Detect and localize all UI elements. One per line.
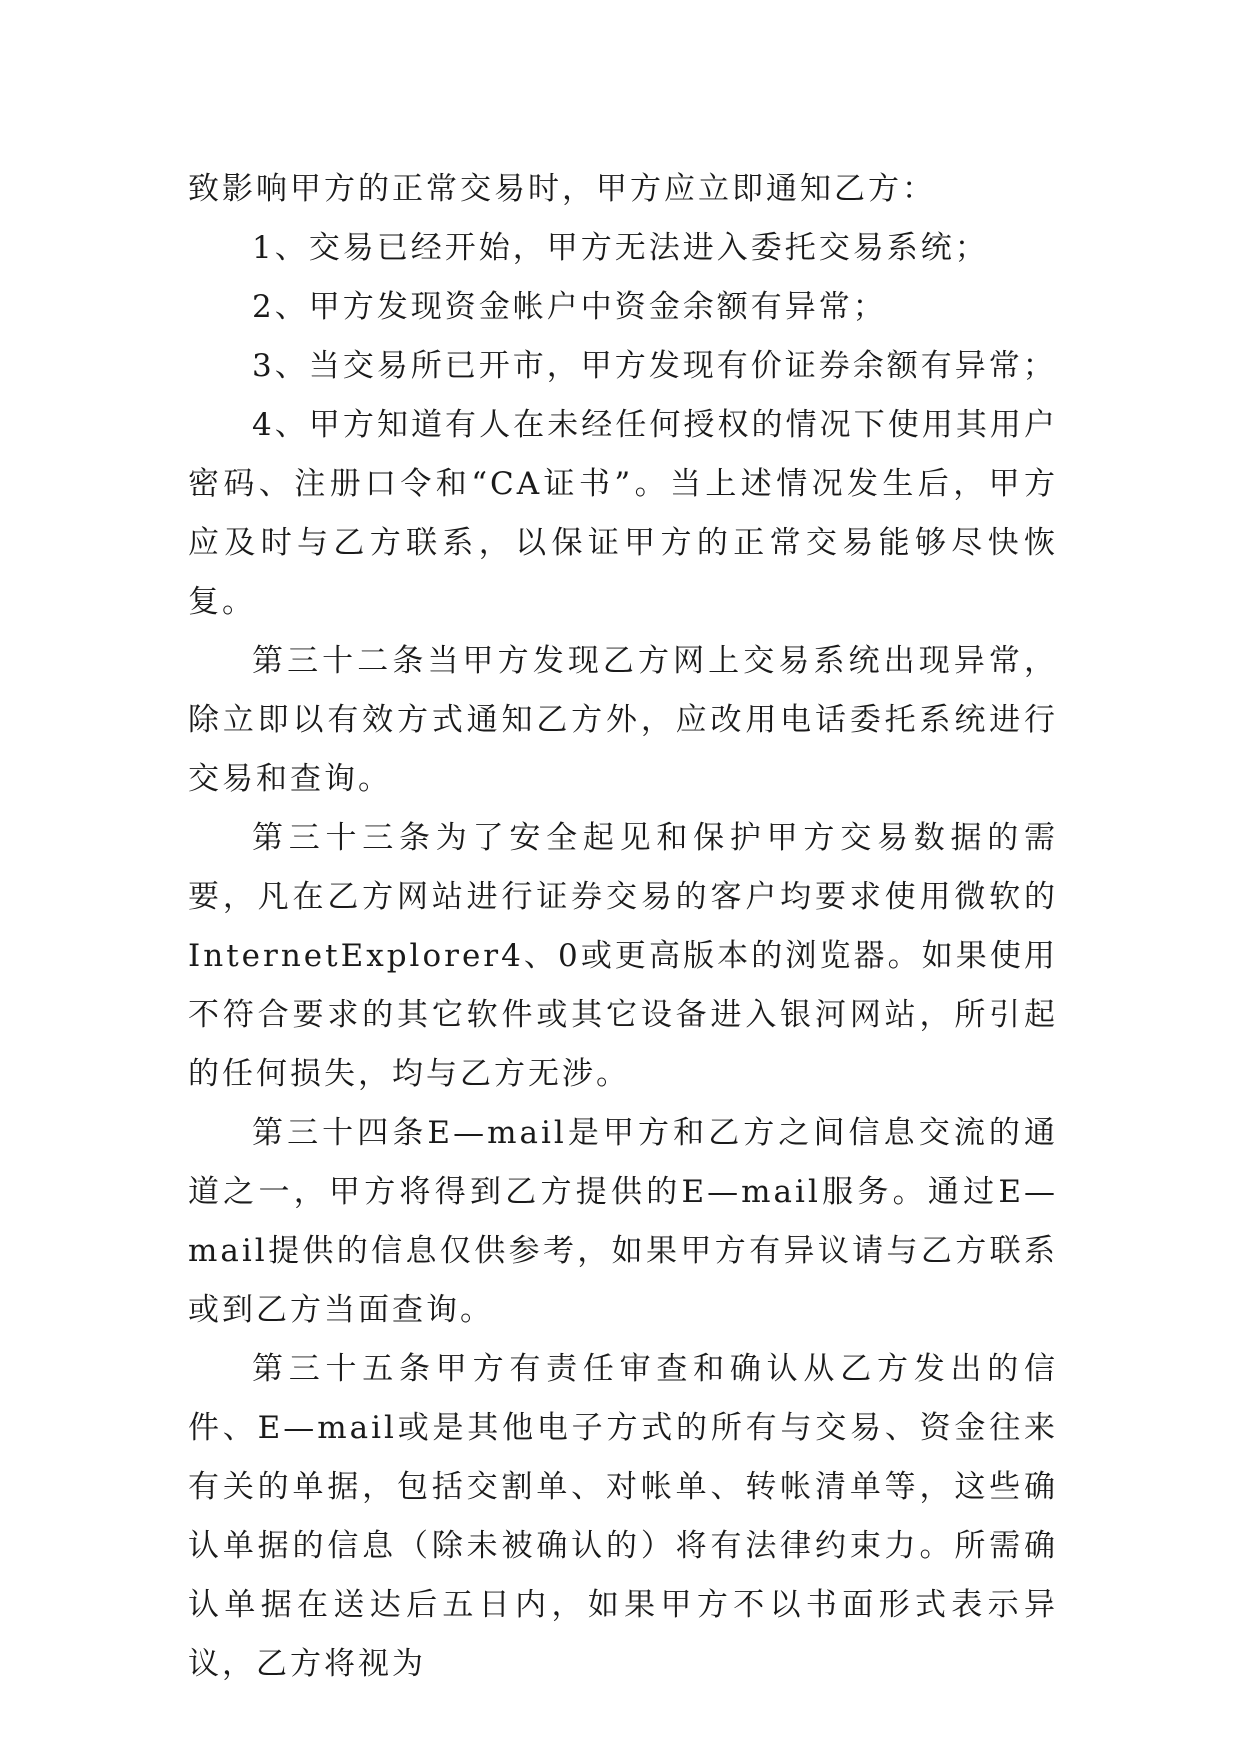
article-34: 第三十四条E—mail是甲方和乙方之间信息交流的通道之一，甲方将得到乙方提供的E—mail服务。通过E—mail提供的信息仅供参考，如果甲方有异议请与乙方联系或到乙方当面查询。 (188, 1115, 1058, 1328)
article-32: 第三十二条当甲方发现乙方网上交易系统出现异常，除立即以有效方式通知乙方外，应改用电话委托系统进行交易和查询。 (188, 643, 1058, 797)
document-body (188, 160, 1058, 1694)
list-item-1: 1、交易已经开始，甲方无法进入委托交易系统； (252, 230, 989, 266)
list-item-2: 2、甲方发现资金帐户中资金余额有异常； (252, 289, 887, 325)
article-33: 第三十三条为了安全起见和保护甲方交易数据的需要，凡在乙方网站进行证券交易的客户均要求使用微软的InternetExplorer4、0或更高版本的浏览器。如果使用不符合要求的其它软件或其它设备进入银河网站，所引起的任何损失，均与乙方无涉。 (188, 820, 1058, 1092)
list-item-3: 3、当交易所已开市，甲方发现有价证券余额有异常； (252, 348, 1057, 384)
list-item-4: 4、甲方知道有人在未经任何授权的情况下使用其用户密码、注册口令和“CA证书”。当上述情况发生后，甲方应及时与乙方联系，以保证甲方的正常交易能够尽快恢复。 (188, 407, 1058, 620)
paragraph-continuation: 致影响甲方的正常交易时，甲方应立即通知乙方： (188, 171, 936, 207)
article-35: 第三十五条甲方有责任审查和确认从乙方发出的信件、E—mail或是其他电子方式的所有与交易、资金往来有关的单据，包括交割单、对帐单、转帐清单等，这些确认单据的信息（除未被确认的）将有法律约束力。所需确认单据在送达后五日内，如果甲方不以书面形式表示异议，乙方将视为 (188, 1351, 1058, 1682)
